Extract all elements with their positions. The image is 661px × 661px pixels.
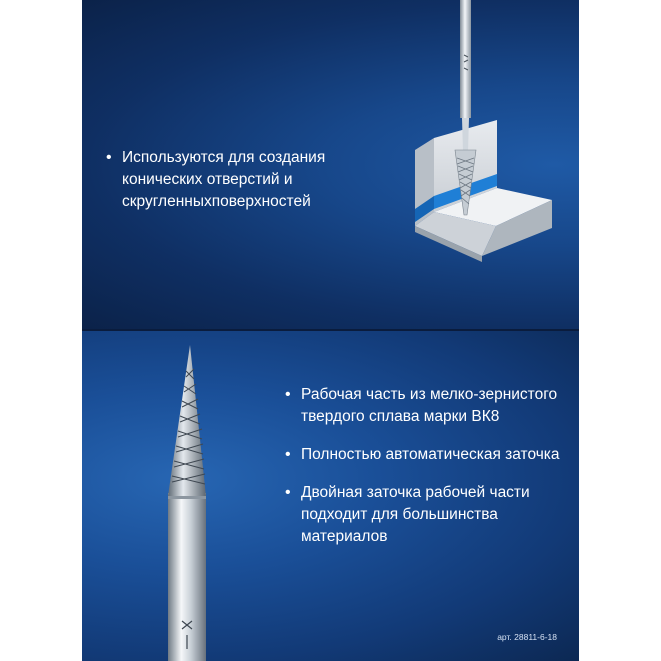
- feature-bullet: [285, 482, 565, 548]
- feature-bullet-text: Рабочая часть из мелко-зернистого твердого сплава марки ВК8: [301, 386, 558, 425]
- bullet-dot: •: [285, 484, 291, 501]
- top-panel: [82, 0, 579, 329]
- bullet-dot: •: [285, 386, 291, 403]
- usage-bullet-text: Используются для создания конических отверстий и скругленныхповерхностей: [122, 149, 326, 210]
- bullet-dot: •: [285, 446, 291, 463]
- feature-bullet: [285, 384, 565, 428]
- burr-cone: [168, 345, 206, 496]
- bottom-panel: [82, 331, 579, 661]
- bullet-dot: •: [106, 149, 112, 166]
- tool-shank: [460, 0, 471, 118]
- workpiece-illustration: [82, 0, 579, 329]
- feature-bullet-list: [285, 384, 565, 548]
- feature-bullet-text: Полностью автоматическая заточка: [301, 446, 560, 463]
- feature-bullet-text: Двойная заточка рабочей части подходит для большинства материалов: [301, 484, 530, 545]
- feature-bullet: [285, 444, 565, 466]
- article-number: арт. 28811-6-18: [497, 632, 557, 642]
